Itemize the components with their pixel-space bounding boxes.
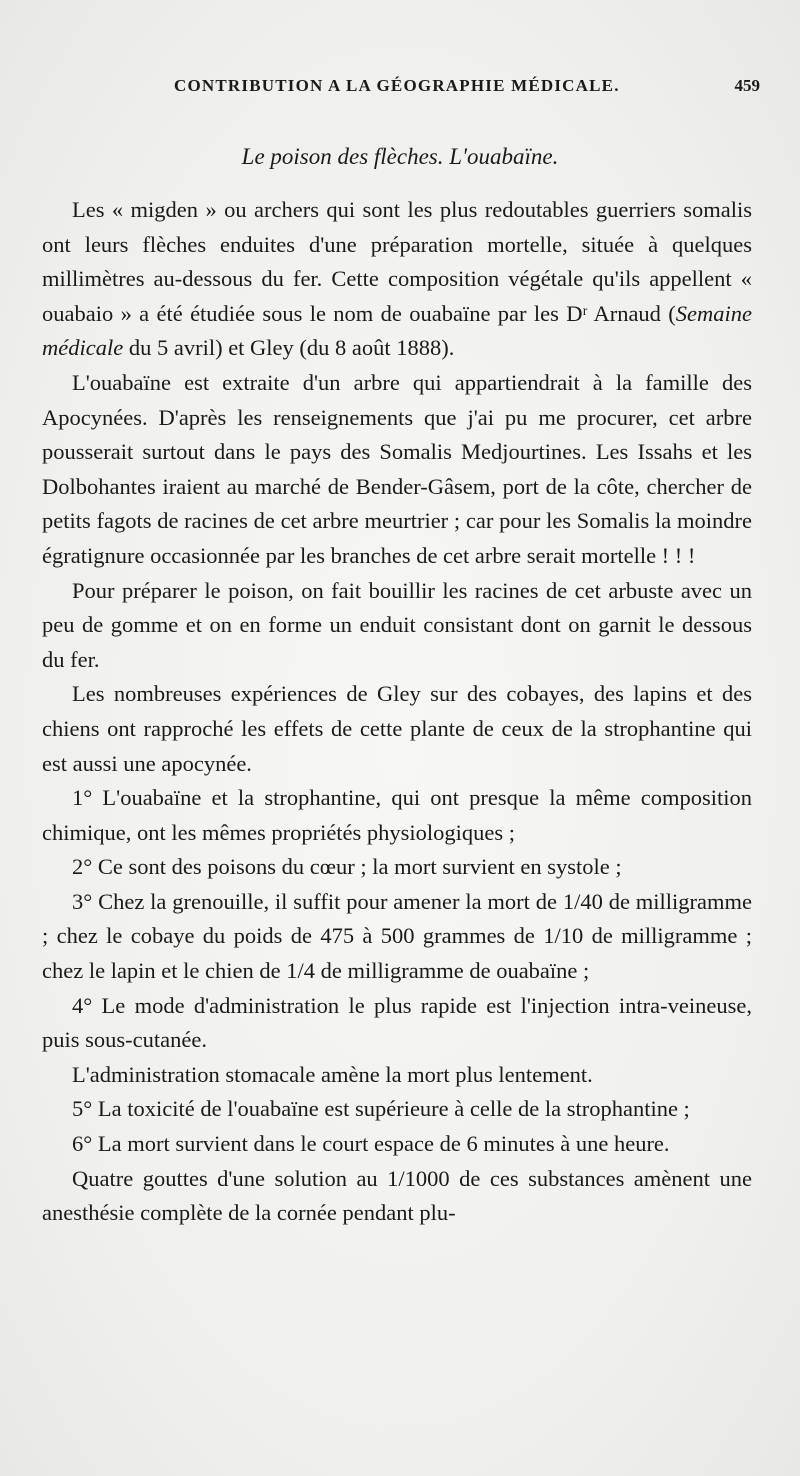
list-item-5: 5° La toxicité de l'ouabaïne est supérieure à celle de la strophantine ; <box>72 1096 690 1122</box>
running-title: CONTRIBUTION A LA GÉOGRAPHIE MÉDICALE. <box>174 76 620 95</box>
paragraph-text: du 5 avril) et Gley (du 8 août 1888). <box>123 335 455 361</box>
journal-title: Semaine médicale <box>42 300 752 361</box>
page-header <box>0 76 800 104</box>
list-item-2: 2° Ce sont des poisons du cœur ; la mort survient en systole ; <box>72 854 622 880</box>
paragraph-preparation: Pour préparer le poison, on fait bouillir les racines de cet arbuste avec un peu de gomme et on en forme un enduit consistant dont on garnit le dessous du fer. <box>42 577 752 672</box>
list-item-3: 3° Chez la grenouille, il suffit pour amener la mort de 1/40 de milligramme ; chez le cobaye du poids de 475 à 500 grammes de 1/10 de milligramme ; chez le lapin et le chien de 1/4 de milligramme de ouabaïne ; <box>42 888 752 984</box>
page-number: 459 <box>734 76 760 95</box>
list-item-6: 6° La mort survient dans le court espace de 6 minutes à une heure. <box>72 1131 670 1157</box>
body-text <box>42 193 752 1231</box>
list-item-4: 4° Le mode d'administration le plus rapide est l'injection intra-veineuse, puis sous-cutanée. <box>42 992 752 1053</box>
paragraph-stomach: L'administration stomacale amène la mort plus lentement. <box>72 1061 593 1087</box>
paragraph-origin: L'ouabaïne est extraite d'un arbre qui appartiendrait à la famille des Apocynées. D'après les renseignements que j'ai pu me procurer, cet arbre pousserait surtout dans le pays des Somalis Medjourtines. Les Issahs et les Dolbohantes iraient au marché de Bender-Gâsem, port de la côte, chercher de petits fagots de racines de cet arbre meurtrier ; car pour les Somalis la moindre égratignure occasionnée par les branches de cet arbre serait mortelle ! ! ! <box>42 369 752 568</box>
paragraph-text: Les « migden » ou archers qui sont les plus redoutables guerriers somalis ont leurs flèches enduites d'une préparation mortelle, située à quelques millimètres au-dessous du fer. Cette composition végétale qu'ils appellent « ouabaio » a été étudiée sous le nom de ouabaïne par les Dʳ Arnaud ( <box>42 197 752 326</box>
section-title: Le poison des flèches. L'ouabaïne. <box>241 144 559 169</box>
paragraph-migden <box>42 193 752 366</box>
list-item-1: 1° L'ouabaïne et la strophantine, qui ont presque la même composition chimique, ont les mêmes propriétés physiologiques ; <box>42 785 752 845</box>
paragraph-experiments: Les nombreuses expériences de Gley sur des cobayes, des lapins et des chiens ont rapproché les effets de cette plante de ceux de la strophantine qui est aussi une apocynée. <box>42 681 752 776</box>
paragraph-cornea: Quatre gouttes d'une solution au 1/1000 de ces substances amènent une anesthésie complète de la cornée pendant plu- <box>42 1165 752 1226</box>
